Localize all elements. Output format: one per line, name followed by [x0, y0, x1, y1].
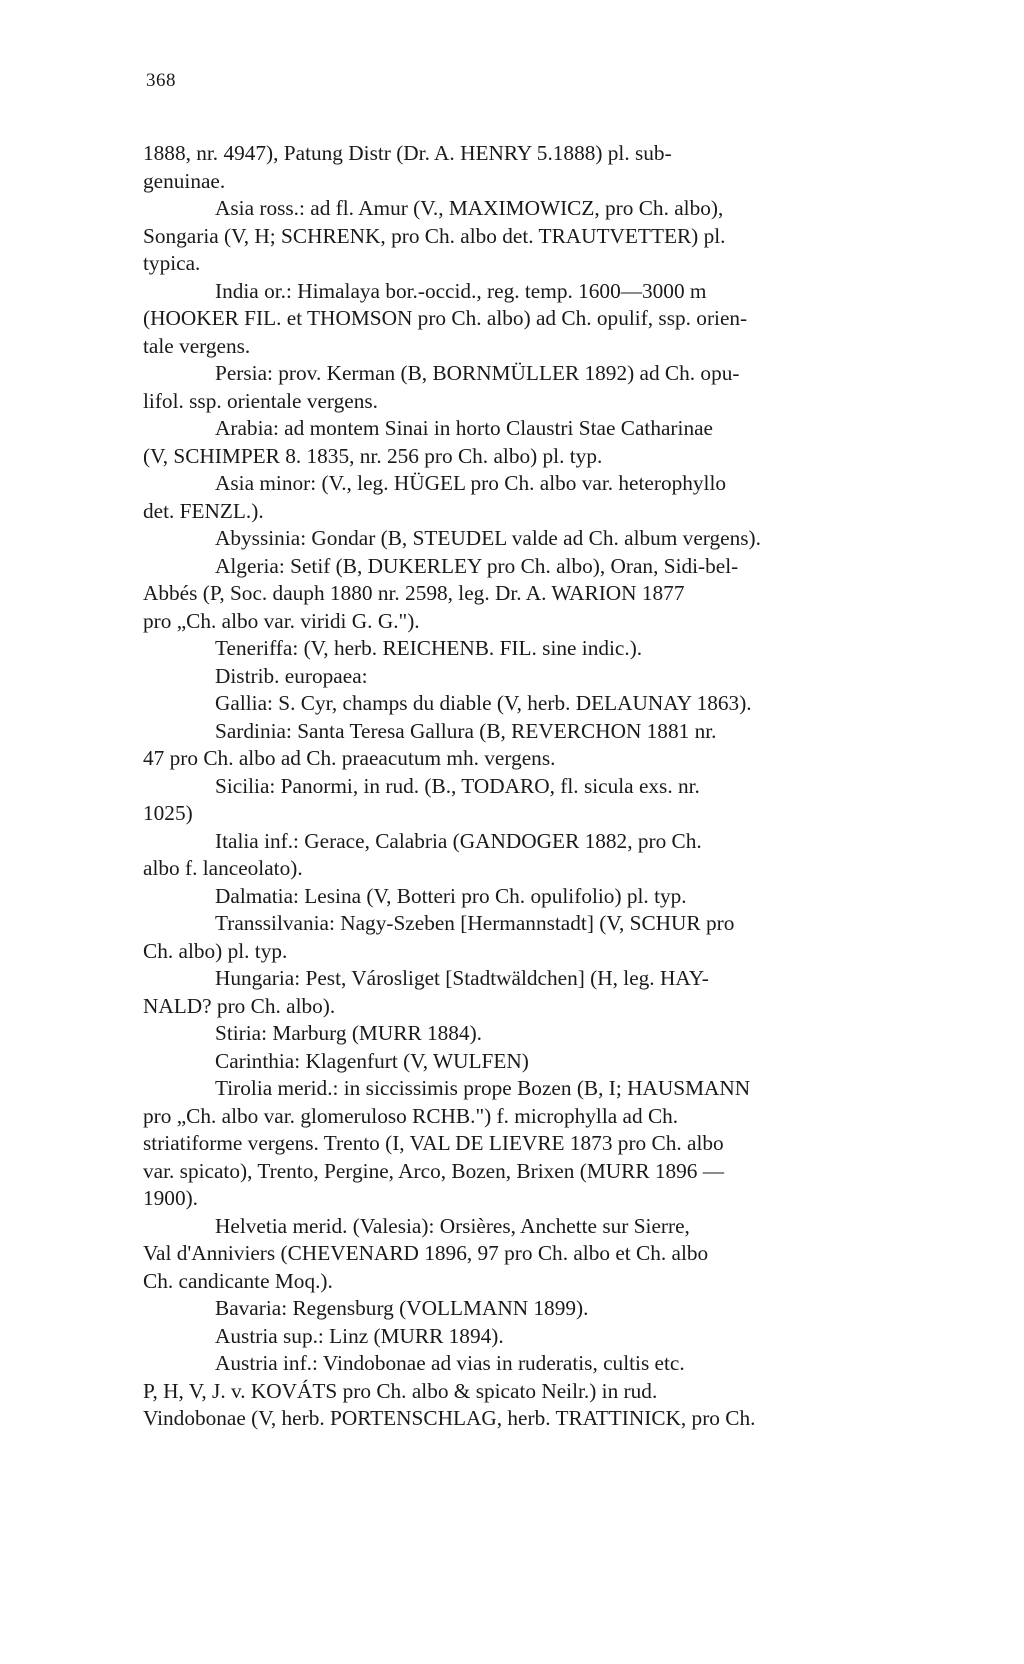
- text-line: Asia ross.: ad fl. Amur (V., MAXIMOWICZ, pro Ch. albo),: [215, 196, 724, 220]
- text-line: Sicilia: Panormi, in rud. (B., TODARO, fl. sicula exs. nr.: [215, 773, 700, 798]
- text-line: Sardinia: Santa Teresa Gallura (B, REVERCHON 1881 nr.: [215, 718, 717, 743]
- text-line: Vindobonae (V, herb. PORTENSCHLAG, herb. TRATTINICK, pro Ch.: [143, 1406, 756, 1430]
- text-line: Hungaria: Pest, Városliget [Stadtwäldchen] (H, leg. HAY-: [215, 966, 709, 990]
- text-line: Italia inf.: Gerace, Calabria (GANDOGER 1882, pro Ch.: [215, 828, 702, 853]
- text-line: Val d'Anniviers (CHEVENARD 1896, 97 pro Ch. albo et Ch. albo: [143, 1241, 709, 1265]
- text-line: (HOOKER FIL. et THOMSON pro Ch. albo) ad Ch. opulif, ssp. orien-: [143, 306, 748, 330]
- text-line: Distrib. europaea:: [215, 663, 368, 688]
- text-line: Persia: prov. Kerman (B, BORNMÜLLER 1892) ad Ch. opu-: [215, 361, 740, 385]
- text-line: Teneriffa: (V, herb. REICHENB. FIL. sine indic.).: [215, 636, 643, 660]
- text-line: Bavaria: Regensburg (VOLLMANN 1899).: [215, 1296, 589, 1320]
- text-line: Ch. albo) pl. typ.: [143, 938, 288, 963]
- text-line: lifol. ssp. orientale vergens.: [143, 388, 379, 413]
- text-line: Stiria: Marburg (MURR 1884).: [215, 1021, 482, 1045]
- text-line: India or.: Himalaya bor.-occid., reg. temp. 1600—3000 m: [215, 278, 707, 303]
- text-line: Transsilvania: Nagy-Szeben [Hermannstadt] (V, SCHUR pro: [215, 911, 735, 935]
- body-text: [143, 140, 978, 1433]
- text-line: pro „Ch. albo var. viridi G. G.").: [143, 608, 420, 633]
- text-line: albo f. lanceolato).: [143, 856, 303, 880]
- text-line: Helvetia merid. (Valesia): Orsières, Anchette sur Sierre,: [215, 1213, 690, 1238]
- text-line: Dalmatia: Lesina (V, Botteri pro Ch. opulifolio) pl. typ.: [215, 883, 687, 908]
- text-line: Gallia: S. Cyr, champs du diable (V, herb. DELAUNAY 1863).: [215, 691, 752, 715]
- text-line: 47 pro Ch. albo ad Ch. praeacutum mh. vergens.: [143, 746, 556, 770]
- text-line: typica.: [143, 251, 201, 275]
- text-line: (V, SCHIMPER 8. 1835, nr. 256 pro Ch. albo) pl. typ.: [143, 443, 603, 468]
- text-line: Carinthia: Klagenfurt (V, WULFEN): [215, 1048, 529, 1073]
- text-line: striatiforme vergens. Trento (I, VAL DE LIEVRE 1873 pro Ch. albo: [143, 1131, 724, 1155]
- text-line: Songaria (V, H; SCHRENK, pro Ch. albo det. TRAUTVETTER) pl.: [143, 223, 726, 248]
- text-line: 1888, nr. 4947), Patung Distr (Dr. A. HENRY 5.1888) pl. sub-: [143, 141, 672, 165]
- text-line: Tirolia merid.: in siccissimis prope Bozen (B, I; HAUSMANN: [215, 1076, 751, 1100]
- text-line: det. FENZL.).: [143, 498, 264, 523]
- text-line: pro „Ch. albo var. glomeruloso RCHB.") f. microphylla ad Ch.: [143, 1103, 679, 1128]
- text-line: Austria sup.: Linz (MURR 1894).: [215, 1323, 504, 1348]
- text-line: 1025): [143, 801, 193, 825]
- page-number: 368: [146, 70, 176, 91]
- text-line: Algeria: Setif (B, DUKERLEY pro Ch. albo), Oran, Sidi-bel-: [215, 553, 739, 578]
- text-line: Asia minor: (V., leg. HÜGEL pro Ch. albo var. heterophyllo: [215, 471, 727, 495]
- text-line: Abbés (P, Soc. dauph 1880 nr. 2598, leg. Dr. A. WARION 1877: [143, 581, 685, 605]
- text-line: NALD? pro Ch. albo).: [143, 993, 336, 1018]
- text-line: tale vergens.: [143, 333, 251, 358]
- text-line: Arabia: ad montem Sinai in horto Claustri Stae Catharinae: [215, 416, 713, 440]
- text-line: 1900).: [143, 1186, 199, 1210]
- text-line: genuinae.: [143, 168, 226, 193]
- text-line: Abyssinia: Gondar (B, STEUDEL valde ad Ch. album vergens).: [215, 526, 761, 550]
- text-line: Ch. candicante Moq.).: [143, 1268, 333, 1293]
- text-line: var. spicato), Trento, Pergine, Arco, Bozen, Brixen (MURR 1896 —: [143, 1158, 725, 1183]
- text-line: Austria inf.: Vindobonae ad vias in ruderatis, cultis etc.: [215, 1351, 685, 1375]
- text-line: P, H, V, J. v. KOVÁTS pro Ch. albo & spicato Neilr.) in rud.: [143, 1378, 658, 1403]
